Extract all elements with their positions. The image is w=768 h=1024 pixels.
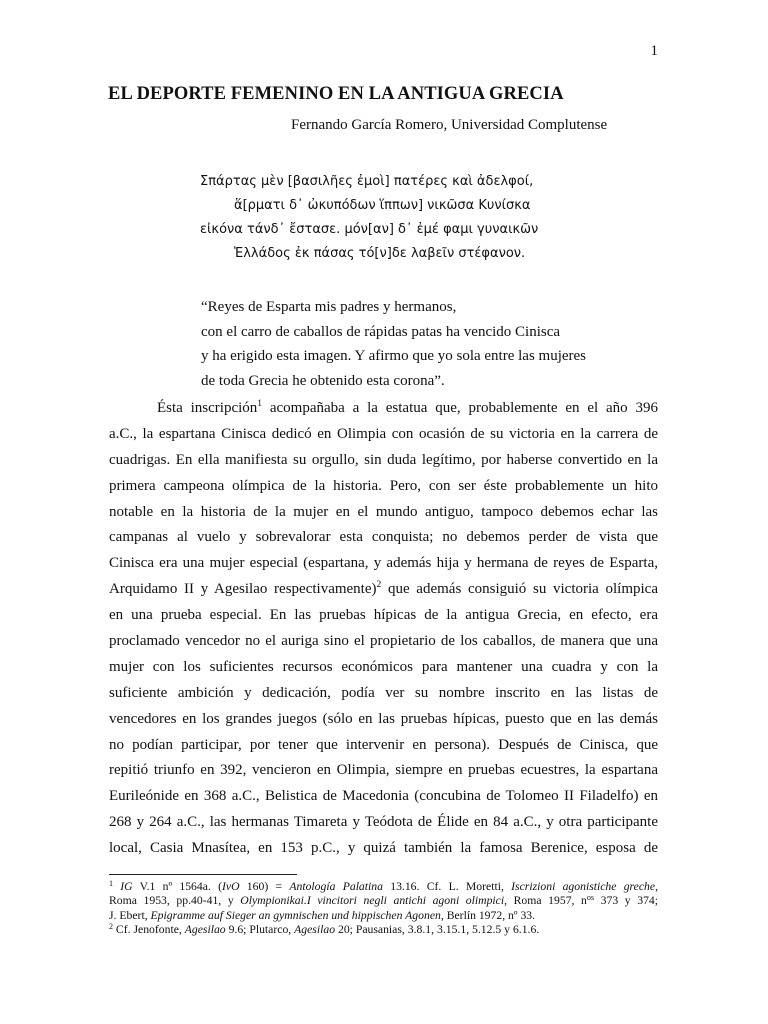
footnote-1-line [109, 894, 658, 908]
paragraph-line: vencedores en los grandes juegos (sólo en las pruebas hípicas, puesto que en las demás [109, 710, 658, 727]
paragraph-text: acompañaba a la estatua que, probablemente en el año 396 [262, 400, 658, 416]
footnote-1-line [109, 880, 658, 894]
paragraph-line: cuadrigas. En ella manifiesta su orgullo, sin duda legítimo, por haberse convertido en la [109, 451, 658, 468]
footnote-text: IG [113, 880, 133, 893]
paragraph-line: repitió triunfo en 392, vencieron en Olimpia, siempre en pruebas ecuestres, la espartana [109, 762, 658, 779]
footnote-text: 160) = [239, 880, 290, 893]
footnote-text: 20; Pausanias, 3.8.1, 3.15.1, 5.12.5 y 6.1.6. [335, 922, 540, 936]
footnote-text: 373 y 374; [594, 894, 658, 908]
footnote-text: Agesilao [184, 922, 226, 936]
paragraph-line [109, 396, 658, 422]
paragraph-line: 268 y 264 a.C., las hermanas Timareta y Teódota de Élide en 84 a.C., y otra participante [109, 814, 658, 831]
translation-line-3: y ha erigido esta imagen. Y afirmo que yo sola entre las mujeres [201, 348, 587, 364]
translation-line-2: con el carro de caballos de rápidas patas ha vencido Cinisca [201, 323, 561, 340]
footnote-number-2: 2 [109, 922, 113, 931]
page-title: EL DEPORTE FEMENINO EN LA ANTIGUA GRECIA [108, 84, 564, 104]
footnote-text: IvO [222, 880, 240, 893]
greek-line-2: ἅ[ρματι δ᾽ ὠκυπόδων ἵππων] νικῶσα Κυνίσκα [234, 198, 531, 213]
footnote-text: Olympionikai.I vincitori negli antichi agoni olimpici [240, 894, 505, 908]
footnote-text: Cf. Jenofonte, [113, 922, 185, 936]
footnote-1-line [109, 909, 658, 923]
footnote-text: J. Ebert, [109, 908, 151, 922]
footnote-text: 9.6; Plutarco, [225, 922, 295, 936]
footnote-text: os [586, 894, 595, 903]
author-line: Fernando García Romero, Universidad Complutense [291, 117, 608, 133]
paragraph-line: proclamado vencedor no el auriga sino el propietario de los caballos, de manera que una [109, 633, 658, 650]
paragraph-line: primera campeona olímpica de la historia. Pero, con ser éste probablemente un hito [109, 477, 658, 494]
footnote-ref-1[interactable]: 1 [257, 399, 263, 409]
paragraph-line: campanas al vuelo y sobrevalorar esta conquista; no debemos perder de vista que [109, 529, 658, 546]
footnote-text: , Roma 1957, n [504, 894, 587, 908]
footnote-text: Epigramme auf Sieger an gymnischen und hippischen Agonen [150, 908, 441, 922]
paragraph-line: a.C., la espartana Cinisca dedicó en Olimpia con ocasión de su victoria en la carrera de [109, 425, 658, 442]
footnote-divider [109, 874, 297, 875]
paragraph-line [109, 577, 658, 603]
paragraph-text: que además consiguió su victoria olímpica [381, 581, 658, 598]
greek-line-1: Σπάρτας μὲν [βασιλῆες ἐμοὶ] πατέρες καὶ ἀδελφοί, [200, 174, 534, 189]
footnote-2-line [109, 923, 658, 937]
translation-block [201, 295, 586, 393]
footnote-number-1: 1 [109, 880, 113, 888]
paragraph-line: local, Casia Mnasítea, en 153 p.C., y quizá también la famosa Berenice, esposa de [109, 840, 658, 857]
footnote-text: , [655, 880, 658, 893]
greek-line-3: εἰκόνα τάνδ᾽ ἔστασε. μόν[αν] δ᾽ ἐμέ φαμι γυναικῶν [200, 222, 539, 237]
page-number: 1 [650, 43, 658, 59]
paragraph-line: en una prueba especial. En las pruebas hípicas de la antigua Grecia, en efecto, era [109, 607, 658, 624]
body-paragraph [109, 396, 658, 862]
paragraph-line: mujer con los suficientes recursos económicos para mantener una cuadra y con la [109, 658, 658, 675]
translation-line-4: de toda Grecia he obtenido esta corona”. [201, 372, 445, 389]
paragraph-line: notable en la historia de la mujer en el mundo antiguo, tampoco debemos echar las [109, 503, 658, 520]
paragraph-line: Cinisca era una mujer especial (espartana, y además hija y hermana de reyes de Esparta, [109, 555, 658, 572]
footnotes [109, 880, 658, 937]
greek-epigram [200, 170, 538, 266]
footnote-text: Agesilao [294, 922, 336, 936]
paragraph-text: Ésta inscripción [157, 400, 258, 416]
greek-line-4: Ἑλλάδος ἐκ πάσας τό[ν]δε λαβεῖν στέφανον. [234, 246, 526, 261]
footnote-text: Antología Palatina [289, 880, 383, 893]
paragraph-text: Arquidamo II y Agesilao respectivamente) [109, 581, 377, 598]
paragraph-line: no podían participar, por tener que intervenir en persona). Después de Cinisca, que [109, 736, 658, 753]
paragraph-line: Eurileónide en 368 a.C., Belistica de Macedonia (concubina de Tolomeo II Filadelfo) en [109, 788, 658, 805]
footnote-text: Roma 1953, pp.40-41, y [109, 894, 241, 908]
translation-line-1: “Reyes de Esparta mis padres y hermanos, [201, 299, 457, 315]
footnote-text: , Berlín 1972, nº 33. [440, 908, 536, 922]
footnote-text: V.1 nº 1564a. ( [132, 880, 222, 893]
footnote-ref-2[interactable]: 2 [376, 580, 382, 591]
paragraph-line: suficiente ambición y dedicación, podía ver su nombre inscrito en las listas de [109, 684, 658, 701]
footnote-text: 13.16. Cf. L. Moretti, [382, 880, 512, 893]
footnote-text: Iscrizioni agonistiche greche [511, 880, 656, 893]
